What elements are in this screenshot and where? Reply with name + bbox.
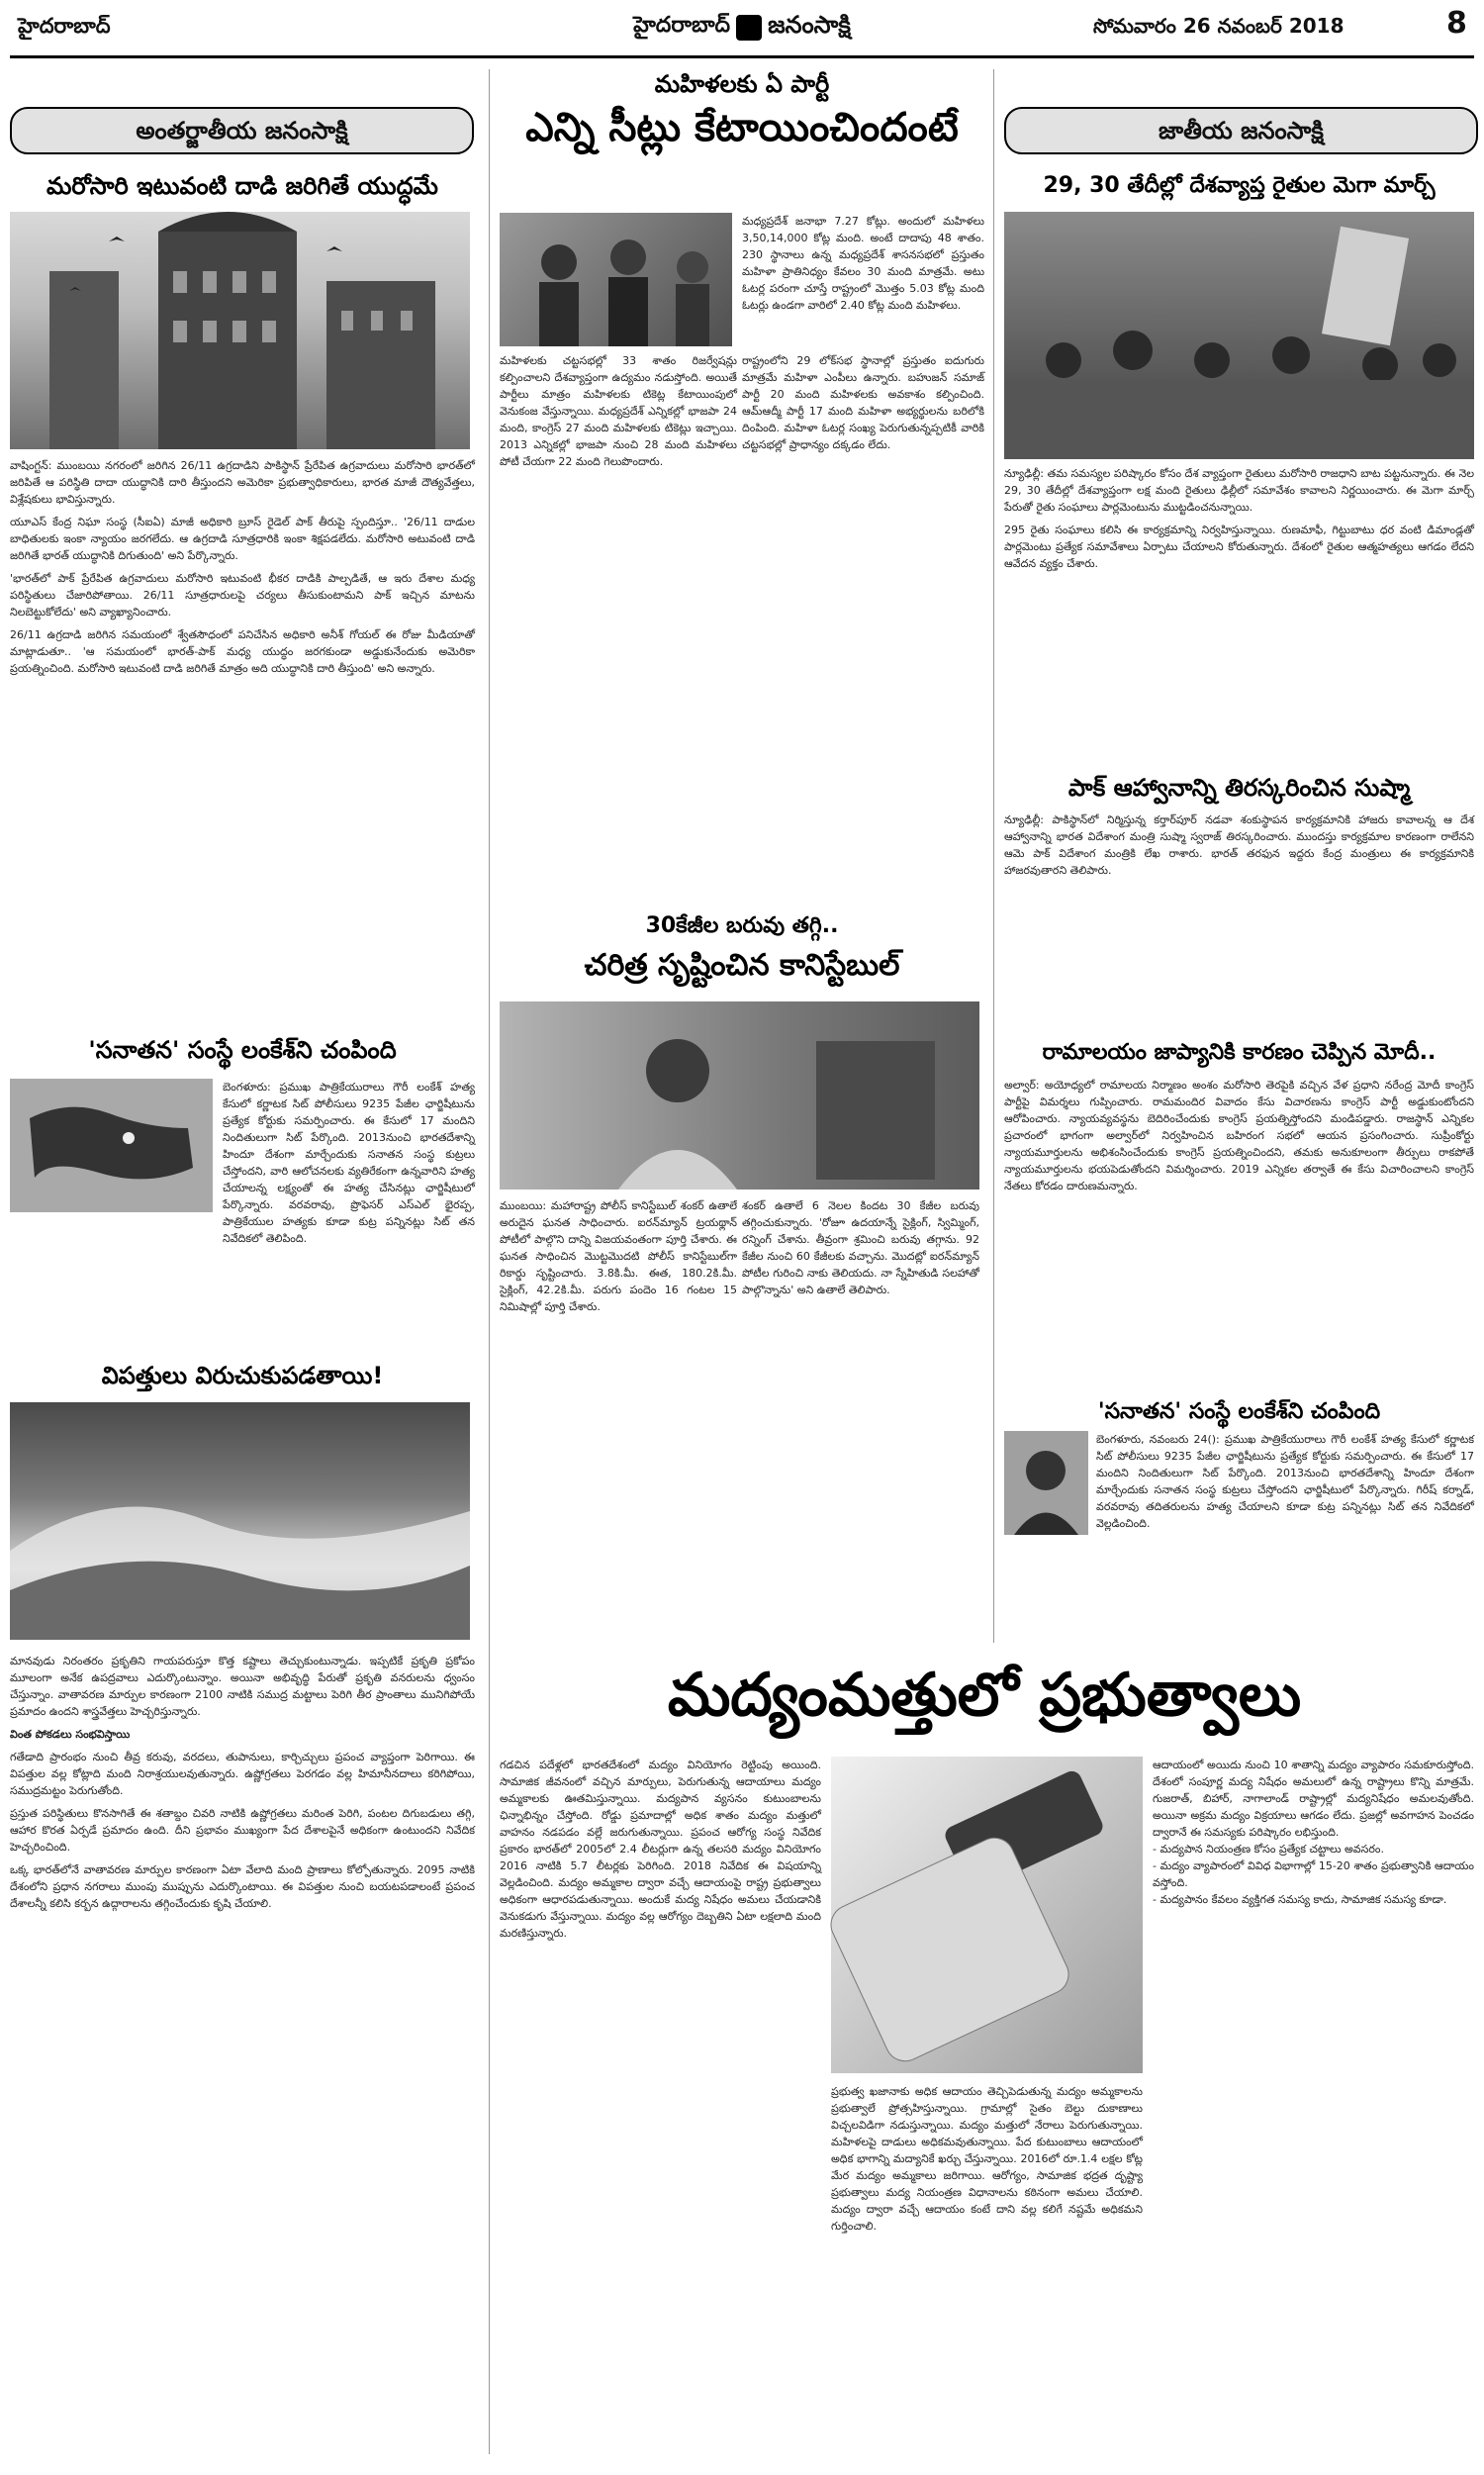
left-story-3-para-1: మానవుడు నిరంతరం ప్రకృతిని గాయపరుస్తూ కొత్త కష్టాలు తెచ్చుకుంటున్నాడు. ఇప్పటికే ప్రకృతి ప్రకోపం మూలంగా అనేక ఉపద్రవాలు ఎదుర్కొంటున్నాం. అయినా అభివృద్ధి పేరుతో ప్రకృతి వనరులను ధ్వంసం చేస్తున్నాం. వాతావరణ మార్పుల కారణంగా 2100 నాటికి సముద్ర మట్టాలు పెరిగి తీర ప్రాంతాలు మునిగిపోయే ప్రమాదం ఉందని శాస్త్రవేత్తలు హెచ్చరిస్తున్నారు. — [10, 1655, 475, 1718]
left-story-3-subhead: వింత పోకడలు సంభవిస్తాయి — [10, 1728, 131, 1741]
masthead-city: హైదరాబాద్ — [18, 14, 111, 38]
wave-illustration — [10, 1402, 470, 1640]
center-headline-3: 'సనాతన' సంస్థే లంకేశ్‌ని చంపింది — [1097, 1399, 1381, 1424]
masthead-rule — [10, 55, 1474, 58]
section-international: అంతర్జాతీయ జనంసాక్షి — [10, 107, 474, 154]
masthead-date: సోమవారం 26 నవంబర్ 2018 — [1093, 14, 1345, 38]
left-story-1-para-4: 26/11 ఉగ్రదాడి జరిగిన సమయంలో శ్వేతసౌధంలో పనిచేసిన అధికారి అనీశ్‌ గోయల్‌ ఈ రోజు మీడియాతో మాట్లాడుతూ.. 'ఆ సమయంలో భారత్‌-పాక్‌ మధ్య యుద్ధం జరగకుండా అడ్డుకునేందుకు అమెరికా ప్రయత్నించింది. మరోసారి ఇటువంటి దాడి జరిగితే మాత్రం అది యుద్ధానికి దారి తీస్తుంది' అని అన్నారు. — [10, 628, 476, 675]
bottle-illustration — [831, 1757, 1143, 2073]
left-story-1-para-1: వాషింగ్టన్‌: ముంబయి నగరంలో జరిగిన 26/11 ఉగ్రదాడిని పాకిస్థాన్‌ ప్రేరేపిత ఉగ్రవాదులు మరోసారి భారత్‌లో జరిపితే ఆ పరిస్థితి దాదా యుద్ధానికి దారి తీస్తుందని అమెరికా ప్రభుత్వాధికారులు, భారత మాజీ దౌత్యవేత్తలు, విశ్లేషకులు భావిస్తున్నారు. — [10, 459, 475, 506]
right-story-2: న్యూఢిల్లీ: పాకిస్థాన్‌లో నిర్మిస్తున్న కర్తార్‌పూర్‌ నడవా శంకుస్థాపన కార్యక్రమానికి హాజరు కావాలన్న ఆ దేశ ఆహ్వానాన్ని భారత విదేశాంగ మంత్రి సుష్మా స్వరాజ్‌ తిరస్కరించారు. ముందస్తు కార్యక్రమాల కారణంగా రాలేనని ఆమె పాక్‌ విదేశాంగ మంత్రికి లేఖ రాశారు. భారత్‌ తరఫున ఇద్దరు కేంద్ర మంత్రులు ఈ కార్యక్రమానికి హాజరవుతారని తెలిపారు. — [1004, 813, 1474, 877]
left-headline-2: 'సనాతన' సంస్థే లంకేశ్‌ని చంపింది — [88, 1036, 397, 1064]
farmers-march-illustration — [1004, 212, 1474, 459]
left-story-1-para-3: 'భారత్‌లో పాక్‌ ప్రేరేపిత ఉగ్రవాదులు మరోసారి ఇటువంటి భీకర దాడికి పాల్పడితే, ఆ ఇరు దేశాల మధ్య పరిస్థితులు చేజారిపోతాయి. 26/11 సూత్రధారులపై చర్యలు తీసుకుంటామని పాక్‌ ఇచ్చిన మాటను నిలబెట్టుకోలేదు' అని వ్యాఖ్యానించారు. — [10, 572, 475, 619]
left-story-3 — [10, 1653, 475, 2444]
center-story-1-col-1: మధ్యప్రదేశ్‌ జనాభా 7.27 కోట్లు. అందులో మహిళలు 3,50,14,000 కోట్ల మంది. అంటే దాదాపు 48 శాతం. 230 స్థానాలు ఉన్న మధ్యప్రదేశ్‌ శాసనసభలో ప్రస్తుతం మహిళా ప్రాతినిధ్యం కేవలం 30 మంది మాత్రమే. అటు ఓటర్ల పరంగా చూస్తే రాష్ట్రంలో మొత్తం 5.03 కోట్ల మంది ఓటర్లు ఉండగా వారిలో 2.40 కోట్ల మంది మహిళలు. — [742, 215, 984, 312]
center-kicker-2: 30కేజీల బరువు తగ్గి.. — [645, 913, 839, 938]
right-headline-2: పాక్‌ ఆహ్వానాన్ని తిరస్కరించిన సుష్మా — [1067, 774, 1411, 802]
masthead-paper-name: జనంసాక్షి — [768, 11, 851, 39]
column-divider-right — [993, 69, 994, 1643]
photo-taj-hotel — [10, 212, 470, 449]
center-story-2-col-1: ముంబయి: మహారాష్ట్ర పోలీస్‌ కానిస్టేబుల్‌ శంకర్‌ ఉతాలే అరుదైన ఘనత సాధించారు. ఐరన్‌మ్యాన్‌ ట్రయథ్లాన్‌ పోటీలో పాల్గొని దాన్ని విజయవంతంగా పూర్తి చేశారు. ఈ ఘనత సాధించిన మొట్టమొదటి పోలీస్‌ కానిస్టేబుల్‌గా రికార్డు సృష్టించారు. 3.8కి.మీ. ఈత, 180.2కి.మీ. సైక్లింగ్‌, 42.2కి.మీ. పరుగు పందెం 16 గంటల 15 నిమిషాల్లో పూర్తి చేశారు. — [500, 1199, 737, 1313]
masthead-paper-city: హైదరాబాద్ — [633, 13, 731, 38]
photo-map — [10, 1079, 213, 1212]
left-headline-1: మరోసారి ఇటువంటి దాడి జరిగితే యుద్ధమే — [46, 172, 438, 200]
masthead-title — [603, 6, 881, 49]
page-number: 8 — [1446, 6, 1467, 41]
photo-gauri-lankesh — [1004, 1431, 1088, 1535]
left-story-3-para-2: గతేడాది ప్రారంభం నుంచి తీవ్ర కరువు, వరదలు, తుపానులు, కార్చిచ్చులు ప్రపంచ వ్యాప్తంగా పెరిగాయి. ఈ విపత్తుల వల్ల కోట్లాది మంది నిరాశ్రయులవుతున్నారు. ఉష్ణోగ్రతలు పెరగడం వల్ల హిమానీనదాలు కరిగిపోయి, సముద్రమట్టం పెరుగుతోంది. — [10, 1751, 475, 1797]
column-divider-left — [489, 69, 490, 2454]
left-story-1-para-2: యూఎస్‌ కేంద్ర నిఘా సంస్థ (సీఐఏ) మాజీ అధికారి బ్రూస్‌ రైడెల్‌ పాక్‌ తీరుపై స్పందిస్తూ.. '26/11 దాడుల బాధితులకు ఇంకా న్యాయం జరగలేదు. ఆ ఉగ్రదాడి సూత్రధారికి ఇంకా శిక్షపడలేదు. మరోసారి అటువంటి దాడి జరిగితే భారత్‌ యుద్ధానికి దిగుతుంది' అని పేర్కొన్నారు. — [10, 516, 475, 562]
left-story-3-para-4: ఒక్క భారత్‌లోనే వాతావరణ మార్పుల కారణంగా ఏటా వేలాది మంది ప్రాణాలు కోల్పోతున్నారు. 2095 నాటికి దేశంలోని ప్రధాన నగరాలు ముంపు ముప్పును ఎదుర్కొంటాయి. ఈ విపత్తుల నుంచి బయటపడాలంటే ప్రపంచ దేశాలన్నీ కలిసి కర్బన ఉద్గారాలను తగ్గించేందుకు కృషి చేయాలి. — [10, 1863, 475, 1910]
editorial-col-2: ప్రభుత్వ ఖజానాకు అధిక ఆదాయం తెచ్చిపెడుతున్న మద్యం అమ్మకాలను ప్రభుత్వాలే ప్రోత్సహిస్తున్నాయి. గ్రామాల్లో సైతం బెల్టు దుకాణాలు విచ్చలవిడిగా నడుస్తున్నాయి. మద్యం మత్తులో నేరాలు పెరుగుతున్నాయి. మహిళలపై దాడులు అధికమవుతున్నాయి. పేద కుటుంబాలు ఆదాయంలో అధిక భాగాన్ని మద్యానికే ఖర్చు చేస్తున్నాయి. 2016లో రూ.1.4 లక్షల కోట్ల మేర మద్యం అమ్మకాలు జరిగాయి. ఆరోగ్యం, సామాజిక భద్రత దృష్ట్యా ప్రభుత్వాలు మద్య నియంత్రణ విధానాలను కఠినంగా అమలు చేయాలి. మద్యం ద్వారా వచ్చే ఆదాయం కంటే దాని వల్ల కలిగే నష్టమే అధికమని గుర్తించాలి. — [831, 2085, 1143, 2233]
left-headline-3: విపత్తులు విరుచుకుపడతాయి! — [101, 1362, 384, 1389]
right-headline-1: 29, 30 తేదీల్లో దేశవ్యాప్త రైతుల మెగా మార్చ్‌ — [1043, 173, 1436, 198]
editorial-headline: మద్యంమత్తులో ప్రభుత్వాలు — [667, 1661, 1302, 1730]
left-story-2: బెంగళూరు: ప్రముఖ పాత్రికేయురాలు గౌరీ లంకేశ్‌ హత్య కేసులో కర్ణాటక సిట్‌ పోలీసులు 9235 పేజీల ఛార్జిషీటును ప్రత్యేక కోర్టుకు సమర్పించారు. ఈ కేసులో 17 మందిని నిందితులుగా సిట్‌ పేర్కొంది. 2013నుంచి భారతదేశాన్ని హిందూ దేశంగా మార్చేందుకు సనాతన సంస్థ కుట్రలు చేస్తోందని, వారి ఆలోచనలకు వ్యతిరేకంగా ఉన్నవారిని హత్య చేయాలన్న లక్ష్యంతో ఈ హత్య చేసినట్లు ఛార్జిషీటులో పేర్కొన్నారు. వరవరావు, ప్రొఫెసర్‌ ఎస్‌ఎల్‌ భైరప్ప, పాత్రికేయుల హత్యకు కూడా కుట్ర పన్నినట్లు సిట్‌ తన నివేదికలో తెలిపింది. — [223, 1081, 475, 1245]
left-story-1 — [10, 457, 475, 917]
photo-liquor-bottle — [831, 1757, 1143, 2073]
center-kicker-1: మహిళలకు ఏ పార్టీ — [654, 70, 830, 98]
section-national: జాతీయ జనంసాక్షి — [1004, 107, 1478, 154]
map-illustration — [10, 1079, 213, 1212]
right-story-3: అల్వార్‌: అయోధ్యలో రామాలయ నిర్మాణం అంశం మరోసారి తెరపైకి వచ్చిన వేళ ప్రధాని నరేంద్ర మోదీ కాంగ్రెస్‌ పార్టీపై విమర్శలు గుప్పించారు. రామమందిర వివాదం కేసు విచారణను కాంగ్రెస్‌ పార్టీ అడ్డుకుంటోందని ఆరోపించారు. న్యాయవ్యవస్థను బెదిరించేందుకు కాంగ్రెస్‌ ప్రయత్నిస్తోందని మండిపడ్డారు. రాజస్థాన్‌ ఎన్నికల ప్రచారంలో భాగంగా అల్వార్‌లో నిర్వహించిన బహిరంగ సభలో ఆయన ప్రసంగించారు. సుప్రీంకోర్టు న్యాయమూర్తులను అభిశంసించేందుకు కాంగ్రెస్‌ ప్రయత్నించిందని, తమకు అనుకూలంగా తీర్పులు రాకపోతే న్యాయమూర్తులను భయపెడుతోందని విమర్శించారు. 2019 ఎన్నికల తర్వాతే ఈ కేసు విచారించాలని కాంగ్రెస్‌ నేతలు కోరడం దారుణమన్నారు. — [1004, 1079, 1474, 1192]
masthead — [0, 0, 1484, 61]
right-story-1-para-2: 295 రైతు సంఘాలు కలిసి ఈ కార్యక్రమాన్ని నిర్వహిస్తున్నాయి. రుణమాఫీ, గిట్టుబాటు ధర వంటి డిమాండ్లతో పార్లమెంటు ప్రత్యేక సమావేశాలు ఏర్పాటు చేయాలని కోరుతున్నారు. దేశంలో రైతుల ఆత్మహత్యలు ఆగడం లేదని ఆవేదన వ్యక్తం చేశారు. — [1004, 524, 1474, 570]
editorial-col-3: ఆదాయంలో అయిదు నుంచి 10 శాతాన్ని మద్యం వ్యాపారం సమకూరుస్తోంది. దేశంలో సంపూర్ణ మద్య నిషేధం అమలులో ఉన్న రాష్ట్రాలు కొన్ని మాత్రమే. గుజరాత్‌, బిహార్‌, నాగాలాండ్‌ రాష్ట్రాల్లో మద్యనిషేధం అమలవుతోంది. అయినా అక్రమ మద్యం విక్రయాలు ఆగడం లేదు. ప్రజల్లో అవగాహన పెంచడం ద్వారానే ఈ సమస్యకు పరిష్కారం లభిస్తుంది. - మద్యపాన నియంత్రణ కోసం ప్రత్యేక చట్టాలు అవసరం. - మద్యం వ్యాపారంలో వివిధ విభాగాల్లో 15-20 శాతం ప్రభుత్వానికి ఆదాయం వస్తోంది. - మద్యపానం కేవలం వ్యక్తిగత సమస్య కాదు, సామాజిక సమస్య కూడా. — [1153, 1759, 1474, 1906]
center-story-1-col-2: మహిళలకు చట్టసభల్లో 33 శాతం రిజర్వేషన్లు కల్పించాలని దేశవ్యాప్తంగా ఉద్యమం నడుస్తోంది. అయితే పార్టీలు మాత్రం మహిళలకు టికెట్ల కేటాయింపులో వెనుకంజ వేస్తున్నాయి. మధ్యప్రదేశ్‌ ఎన్నికల్లో భాజపా 24 మంది, కాంగ్రెస్‌ 27 మంది మహిళలకు టికెట్లు ఇచ్చాయి. 2013 ఎన్నికల్లో భాజపా నుంచి 28 మంది మహిళలు పోటీ చేయగా 22 మంది గెలుపొందారు. — [500, 354, 737, 468]
taj-hotel-illustration — [10, 212, 470, 449]
center-headline-1: ఎన్ని సీట్లు కేటాయించిందంటే — [525, 105, 959, 150]
left-story-3-para-3: ప్రస్తుత పరిస్థితులు కొనసాగితే ఈ శతాబ్దం చివరి నాటికి ఉష్ణోగ్రతలు మరింత పెరిగి, పంటల దిగుబడులు తగ్గి, ఆహార కొరత ఏర్పడే ప్రమాదం ఉంది. దీని ప్రభావం ముఖ్యంగా పేద దేశాలపైనే అధికంగా ఉంటుందని నివేదిక హెచ్చరించింది. — [10, 1807, 475, 1854]
center-story-2-col-2: శంకర్‌ ఉతాలే 6 నెలల కిందట 30 కేజీల బరువు తగ్గించుకున్నారు. 'రోజూ ఉదయాన్నే సైక్లింగ్‌, స్విమ్మింగ్‌, రన్నింగ్‌ చేశాను. తీవ్రంగా శ్రమించి బరువు తగ్గాను. 92 కేజీల నుంచి 60 కేజీలకు వచ్చాను. మొదట్లో ఐరన్‌మ్యాన్‌ పోటీల గురించి నాకు తెలియదు. నా స్నేహితుడి సలహాతో పాల్గొన్నాను' అని ఉతాలే తెలిపారు. — [742, 1199, 979, 1296]
center-story-3: బెంగళూరు, నవంబరు 24(): ప్రముఖ పాత్రికేయురాలు గౌరీ లంకేశ్‌ హత్య కేసులో కర్ణాటక సిట్‌ పోలీసులు 9235 పేజీల ఛార్జిషీటును ప్రత్యేక కోర్టుకు సమర్పించారు. ఈ కేసులో 17 మందిని నిందితులుగా సిట్‌ పేర్కొంది. 2013నుంచి భారతదేశాన్ని హిందూ దేశంగా మార్చేందుకు సనాతన సంస్థ కుట్రలు చేస్తోందని ఛార్జిషీటులో పేర్కొన్నారు. గిరీష్‌ కర్నాడ్‌, వరవరావు తదితరులను హత్య చేయాలని కూడా కుట్ర పన్నినట్లు సిట్‌ తన నివేదికలో వెల్లడించింది. — [1096, 1433, 1474, 1530]
center-story-1-col-3: రాష్ట్రంలోని 29 లోక్‌సభ స్థానాల్లో ప్రస్తుతం ఐదుగురు మాత్రమే మహిళా ఎంపీలు ఉన్నారు. బహుజన్‌ సమాజ్‌ పార్టీ 20 మంది మహిళలకు అవకాశం కల్పించింది. ఆమ్‌ఆద్మీ పార్టీ 17 మంది మహిళా అభ్యర్థులను బరిలోకి దింపింది. మహిళా ఓటర్ల సంఖ్య పెరుగుతున్నప్పటికీ వారికి చట్టసభల్లో ప్రాధాన్యం దక్కడం లేదు. — [742, 354, 984, 451]
photo-constable — [500, 1001, 979, 1190]
photo-ocean-wave — [10, 1402, 470, 1640]
right-story-1 — [1004, 465, 1474, 722]
women-protest-illustration — [500, 213, 732, 346]
editorial-col-1: గడచిన పదేళ్లలో భారతదేశంలో మద్యం వినియోగం రెట్టింపు అయింది. సామాజిక జీవనంలో వచ్చిన మార్పులు, పెరుగుతున్న ఆదాయాలు మద్యం అమ్మకాలకు ఊతమిస్తున్నాయి. మద్యపాన వ్యసనం కుటుంబాలను ఛిన్నాభిన్నం చేస్తోంది. రోడ్డు ప్రమాదాల్లో అధిక శాతం మద్యం మత్తులో వాహనం నడపడం వల్లే జరుగుతున్నాయి. ప్రపంచ ఆరోగ్య సంస్థ నివేదిక ప్రకారం భారత్‌లో 2005లో 2.4 లీటర్లుగా ఉన్న తలసరి మద్యం వినియోగం 2016 నాటికి 5.7 లీటర్లకు పెరిగింది. 2018 నివేదిక ఈ విషయాన్ని వెల్లడించింది. మద్యం అమ్మకాల ద్వారా వచ్చే ఆదాయంపై రాష్ట్ర ప్రభుత్వాలు అధికంగా ఆధారపడుతున్నాయి. అందుకే మద్య నిషేధం అమలు చేయడానికి వెనుకడుగు వేస్తున్నాయి. మద్యం వల్ల ఆరోగ్యం దెబ్బతిని ఏటా లక్షలాది మంది మరణిస్తున్నారు. — [500, 1759, 821, 1940]
constable-illustration — [500, 1001, 979, 1190]
photo-women-protest — [500, 213, 732, 346]
right-headline-3: రామాలయం జాప్యానికి కారణం చెప్పిన మోదీ.. — [1042, 1040, 1437, 1065]
portrait-illustration — [1004, 1431, 1088, 1535]
photo-farmers-march — [1004, 212, 1474, 459]
logo-icon — [736, 15, 762, 41]
right-story-1-para-1: న్యూఢిల్లీ: తమ సమస్యల పరిష్కారం కోసం దేశ వ్యాప్తంగా రైతులు మరోసారి రాజధాని బాట పట్టనున్నారు. ఈ నెల 29, 30 తేదీల్లో దేశవ్యాప్తంగా లక్ష మంది రైతులు ఢిల్లీలో సమావేశం కావాలని నిర్ణయించారు. ఈ మెగా మార్చ్‌ పేరుతో రైతు సంఘాలు పార్లమెంటును ముట్టడించనున్నాయి. — [1004, 467, 1474, 514]
center-headline-2: చరిత్ర సృష్టించిన కానిస్టేబుల్‌ — [584, 948, 900, 983]
